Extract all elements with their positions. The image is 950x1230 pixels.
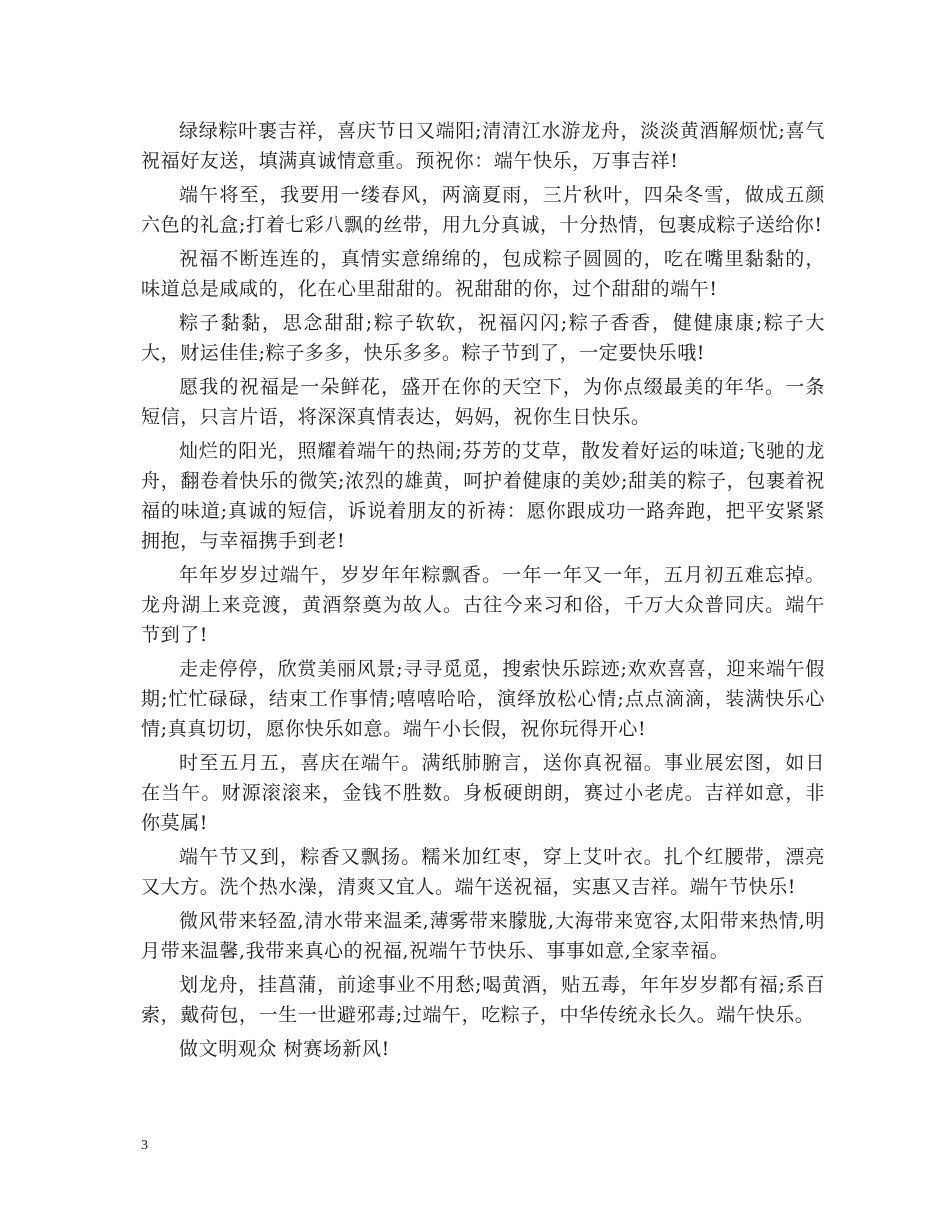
paragraph: 划龙舟，挂菖蒲，前途事业不用愁;喝黄酒，贴五毒，年年岁岁都有福;系百索，戴荷包，一生一世避邪毒;过端午，吃粽子，中华传统永长久。端午快乐。 bbox=[141, 974, 825, 1026]
paragraph: 走走停停，欣赏美丽风景;寻寻觅觅，搜索快乐踪迹;欢欢喜喜，迎来端午假期;忙忙碌碌，结束工作事情;嘻嘻哈哈，演绎放松心情;点点滴滴，装满快乐心情;真真切切，愿你快乐如意。端午小长假，祝你玩得开心! bbox=[141, 658, 825, 740]
page-number: 3 bbox=[141, 1138, 148, 1153]
document-body bbox=[141, 116, 825, 1068]
paragraph: 灿烂的阳光，照耀着端午的热闹;芬芳的艾草，散发着好运的味道;飞驰的龙舟，翻卷着快乐的微笑;浓烈的雄黄，呵护着健康的美妙;甜美的粽子，包裹着祝福的味道;真诚的短信，诉说着朋友的祈祷：愿你跟成功一路奔跑，把平安紧紧拥抱，与幸福携手到老! bbox=[141, 440, 825, 552]
paragraph: 祝福不断连连的，真情实意绵绵的，包成粽子圆圆的，吃在嘴里黏黏的，味道总是咸咸的，化在心里甜甜的。祝甜甜的你，过个甜甜的端午! bbox=[141, 248, 825, 300]
paragraph: 愿我的祝福是一朵鲜花，盛开在你的天空下，为你点缀最美的年华。一条短信，只言片语，将深深真情表达，妈妈，祝你生日快乐。 bbox=[141, 376, 825, 428]
paragraph: 端午节又到，粽香又飘扬。糯米加红枣，穿上艾叶衣。扎个红腰带，漂亮又大方。洗个热水澡，清爽又宜人。端午送祝福，实惠又吉祥。端午节快乐! bbox=[141, 846, 825, 898]
paragraph: 做文明观众 树赛场新风! bbox=[179, 1038, 390, 1060]
paragraph: 粽子黏黏，思念甜甜;粽子软软，祝福闪闪;粽子香香，健健康康;粽子大大，财运佳佳;粽子多多，快乐多多。粽子节到了，一定要快乐哦! bbox=[141, 312, 825, 364]
paragraph: 微风带来轻盈,清水带来温柔,薄雾带来朦胧,大海带来宽容,太阳带来热情,明月带来温馨,我带来真心的祝福,祝端午节快乐、事事如意,全家幸福。 bbox=[141, 910, 825, 962]
paragraph: 时至五月五，喜庆在端午。满纸肺腑言，送你真祝福。事业展宏图，如日在当午。财源滚滚来，金钱不胜数。身板硬朗朗，赛过小老虎。吉祥如意，非你莫属! bbox=[141, 752, 825, 834]
paragraph: 端午将至，我要用一缕春风，两滴夏雨，三片秋叶，四朵冬雪，做成五颜六色的礼盒;打着七彩八飘的丝带，用九分真诚，十分热情，包裹成粽子送给你! bbox=[141, 184, 825, 236]
paragraph: 绿绿粽叶裹吉祥，喜庆节日又端阳;清清江水游龙舟，淡淡黄酒解烦忧;喜气祝福好友送，填满真诚情意重。预祝你：端午快乐，万事吉祥! bbox=[141, 120, 825, 172]
paragraph: 年年岁岁过端午，岁岁年年粽飘香。一年一年又一年，五月初五难忘掉。龙舟湖上来竞渡，黄酒祭奠为故人。古往今来习和俗，千万大众普同庆。端午节到了! bbox=[141, 564, 825, 646]
